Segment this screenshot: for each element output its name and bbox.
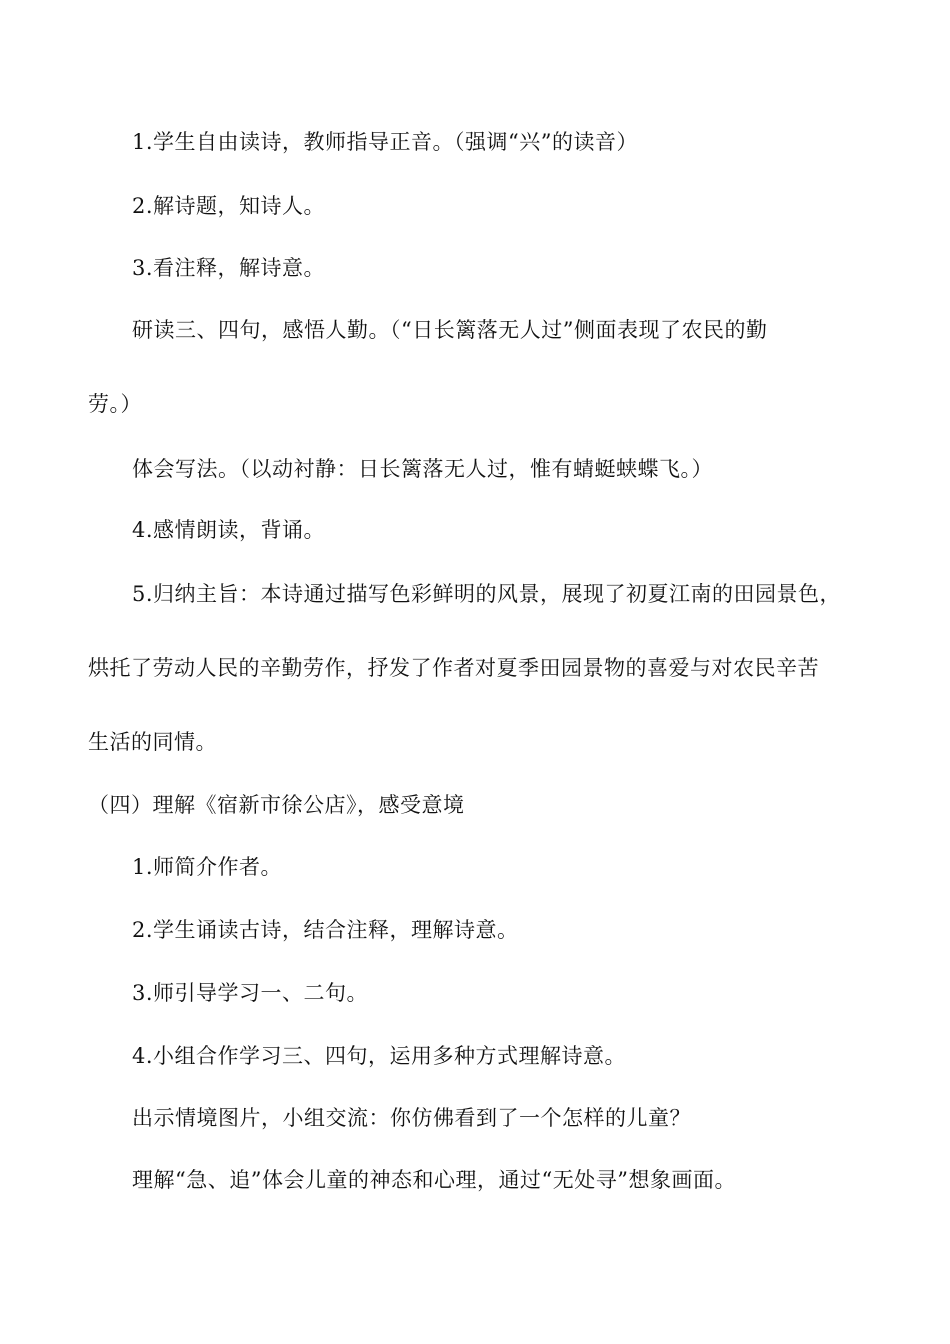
- sec4-step-4: 4.小组合作学习三、四句，运用多种方式理解诗意。: [132, 1044, 627, 1068]
- study-lines-3-4-cont: 劳。）: [88, 392, 142, 416]
- sec4-picture-discussion: 出示情境图片，小组交流：你仿佛看到了一个怎样的儿童？: [132, 1106, 691, 1130]
- sec4-step-3: 3.师引导学习一、二句。: [132, 981, 369, 1005]
- step-3-annotations: 3.看注释，解诗意。: [132, 256, 326, 280]
- step-2-title-poet: 2.解诗题，知诗人。: [132, 194, 326, 218]
- section-heading-4: （四）理解《宿新市徐公店》，感受意境: [88, 793, 465, 817]
- sec4-step-2: 2.学生诵读古诗，结合注释，理解诗意。: [132, 918, 519, 942]
- study-lines-3-4: 研读三、四句，感悟人勤。（“日长篱落无人过”侧面表现了农民的勤: [132, 318, 768, 342]
- step-5-theme: 5.归纳主旨：本诗通过描写色彩鲜明的风景，展现了初夏江南的田园景色，: [132, 582, 842, 606]
- writing-technique: 体会写法。（以动衬静：日长篱落无人过，惟有蜻蜓蛱蝶飞。）: [132, 457, 713, 481]
- step-5-theme-cont-2: 生活的同情。: [88, 730, 217, 754]
- sec4-understand-words: 理解“急、追”体会儿童的神态和心理，通过“无处寻”想象画面。: [132, 1168, 736, 1192]
- step-5-theme-cont-1: 烘托了劳动人民的辛勤劳作，抒发了作者对夏季田园景物的喜爱与对农民辛苦: [88, 656, 819, 680]
- step-1-read-poem: 1.学生自由读诗，教师指导正音。（强调“兴”的读音）: [132, 130, 639, 154]
- sec4-step-1: 1.师简介作者。: [132, 855, 283, 879]
- step-4-recite: 4.感情朗读，背诵。: [132, 518, 326, 542]
